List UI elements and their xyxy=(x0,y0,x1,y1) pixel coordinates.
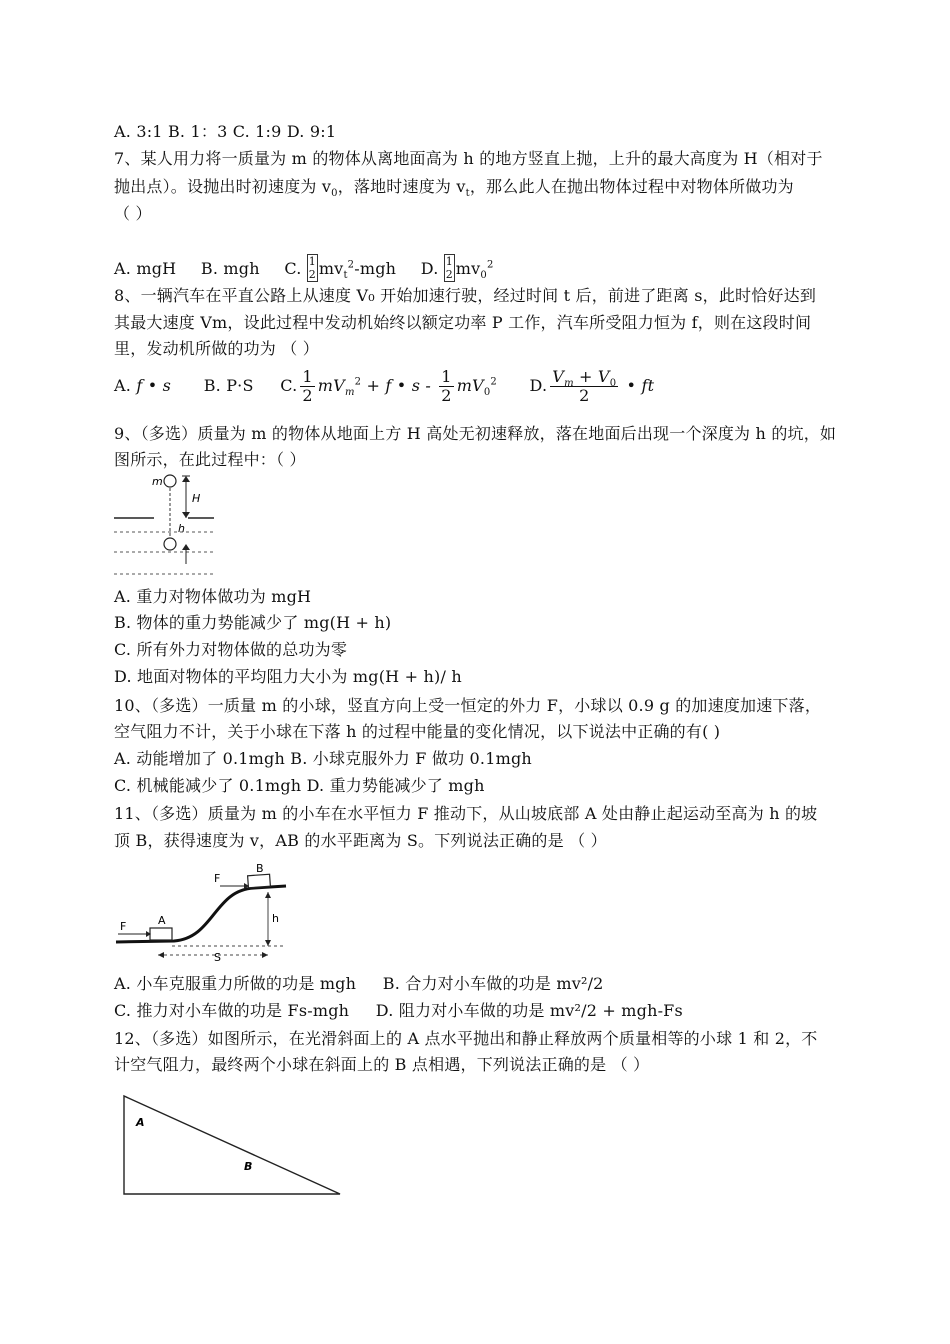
q7-stem-line1: 7、某人用力将一质量为 m 的物体从离地面高为 h 的地方竖直上抛，上升的最大高度为 H（相对于 xyxy=(114,149,823,168)
q8-stem-line2: 其最大速度 Vm，设此过程中发动机始终以额定功率 P 工作，汽车所受阻力恒为 f，则在这段时间 xyxy=(114,313,812,332)
q11-option-a: A. 小车克服重力所做的功是 mgh xyxy=(114,974,357,993)
q8-option-b: B. P·S xyxy=(203,376,254,395)
q11-label-f2: F xyxy=(214,872,221,885)
q7-d-fraction: 1 2 xyxy=(445,255,453,281)
q11-option-c: C. 推力对小车做的功是 Fs-mgh xyxy=(114,1001,350,1020)
q12-label-b: B xyxy=(244,1160,253,1173)
q7-option-d: D. 1 2 $mv_0^2$ xyxy=(420,255,494,282)
q12-stem-line2: 计空气阻力，最终两个小球在斜面上的 B 点相遇，下列说法正确的是 （ ） xyxy=(114,1055,650,1074)
q11-options-ab xyxy=(114,972,838,996)
q7-c-fraction: 1 2 xyxy=(308,255,316,281)
q8-stem-line3: 里，发动机所做的功为 （ ） xyxy=(114,339,319,358)
q11-label-h: h xyxy=(272,912,279,925)
q11-slope-cart-figure xyxy=(114,862,294,962)
q9-label-h: h xyxy=(178,522,185,535)
q11-cart-b xyxy=(248,874,271,888)
q9-option-d: D. 地面对物体的平均阻力大小为 mg(H + h)/ h xyxy=(114,667,462,686)
q7-stem-line2: 抛出点）。设抛出时初速度为 $v_0$，落地时速度为 $v_t$，那么此人在抛出物体过程中对物体所做功为 xyxy=(114,177,794,200)
q11-option-d: D. 阻力对小车做的功是 mv²/2 + mgh-Fs xyxy=(375,1001,683,1020)
q11-options-cd xyxy=(114,999,838,1023)
q9-ball-top xyxy=(164,475,176,487)
q7-options xyxy=(114,254,838,282)
q12-label-a: A xyxy=(136,1116,145,1129)
q9-ball-bottom xyxy=(164,538,176,550)
q11-stem-line1: 11、（多选）质量为 m 的小车在水平恒力 F 推动下，从山坡底部 A 处由静止起运动至高为 h 的坡 xyxy=(114,804,818,823)
q6-options: A. 3:1 B. 1：3 C. 1:9 D. 9:1 xyxy=(114,122,337,141)
q10-stem-line1: 10、（多选）一质量 m 的小球，竖直方向上受一恒定的外力 F，小球以 0.9 g 的加速度加速下落， xyxy=(114,696,822,715)
q8-option-d: D. $\frac{V_m + V_0}{2}$ • ft xyxy=(529,367,655,405)
q7-option-a: A. mgH xyxy=(114,259,177,278)
q8-option-a: A. f • s xyxy=(114,376,172,395)
q11-label-s: S xyxy=(214,951,221,962)
q9-option-c: C. 所有外力对物体做的总功为零 xyxy=(114,640,348,659)
q7-option-b: B. mgh xyxy=(200,259,260,278)
q9-option-b: B. 物体的重力势能减少了 mg(H + h) xyxy=(114,613,392,632)
q10-options-cd: C. 机械能减少了 0.1mgh D. 重力势能减少了 mgh xyxy=(114,776,485,795)
q11-option-b: B. 合力对小车做的功是 mv²/2 xyxy=(382,974,604,993)
q9-label-m: m xyxy=(152,475,163,488)
q12-incline-figure xyxy=(118,1090,346,1200)
q11-label-a: A xyxy=(158,914,166,927)
q11-stem-line2: 顶 B，获得速度为 v，AB 的水平距离为 S。下列说法正确的是 （ ） xyxy=(114,831,607,850)
q9-stem-line2: 图所示，在此过程中：（ ） xyxy=(114,450,306,469)
q7-option-c: C. 1 2 $mv_t^2$-mgh xyxy=(284,255,397,282)
q7-stem-line3: （ ） xyxy=(114,204,152,223)
q10-options-ab: A. 动能增加了 0.1mgh B. 小球克服外力 F 做功 0.1mgh xyxy=(114,749,532,768)
q9-falling-object-figure xyxy=(114,472,224,582)
q9-option-a: A. 重力对物体做功为 mgH xyxy=(114,587,312,606)
q9-stem-line1: 9、（多选）质量为 m 的物体从地面上方 H 高处无初速释放，落在地面后出现一个深度为 h 的坑，如 xyxy=(114,424,837,443)
q11-cart-a xyxy=(150,928,172,940)
q11-label-f1: F xyxy=(120,920,127,933)
q11-label-b: B xyxy=(256,862,264,875)
q8-stem-line1: 8、一辆汽车在平直公路上从速度 V₀ 开始加速行驶，经过时间 t 后，前进了距离 s，此时恰好达到 xyxy=(114,286,817,305)
q12-stem-line1: 12、（多选）如图所示，在光滑斜面上的 A 点水平抛出和静止释放两个质量相等的小球 1 和 2，不 xyxy=(114,1029,818,1048)
q8-option-c: C. $\frac{1}{2}$ $mV_m^2 + f$ • s - $\frac{1}{2}$ $mV_0^2$ xyxy=(280,367,497,405)
q10-stem-line2: 空气阻力不计，关于小球在下落 h 的过程中能量的变化情况，以下说法中正确的有( ) xyxy=(114,722,721,741)
q8-options xyxy=(114,366,838,410)
q9-label-H: H xyxy=(192,492,201,505)
